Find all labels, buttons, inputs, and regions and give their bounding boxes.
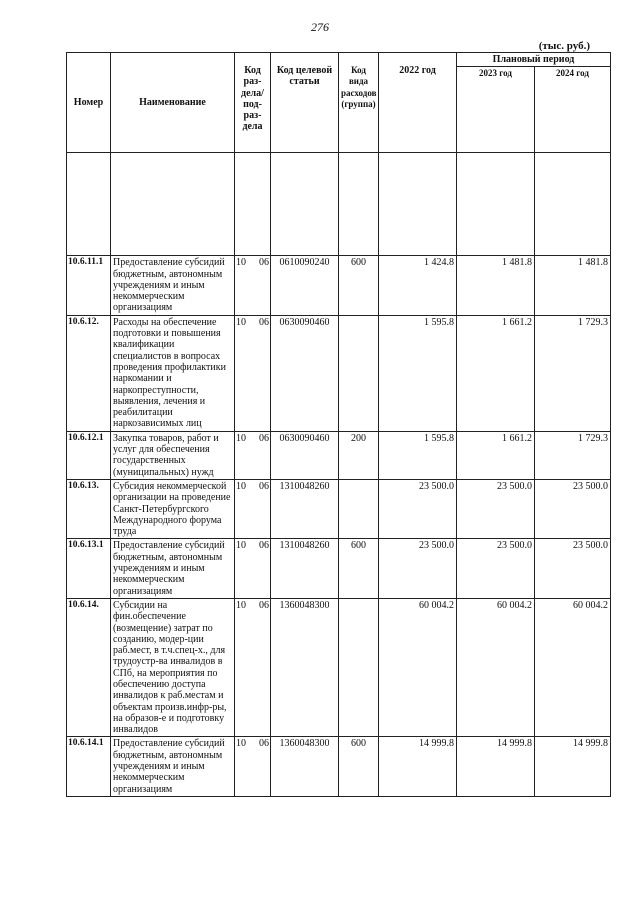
table-row <box>67 539 611 598</box>
row-2022: 23 500.0 <box>379 479 457 538</box>
row-number: 10.6.14. <box>67 598 111 737</box>
row-number: 10.6.13.1 <box>67 539 111 598</box>
row-2024: 23 500.0 <box>535 539 611 598</box>
row-target: 1310048260 <box>271 539 339 598</box>
row-section <box>235 539 271 598</box>
page-number: 276 <box>311 20 329 34</box>
row-subsection-code: 06 <box>259 599 269 611</box>
row-2022: 23 500.0 <box>379 539 457 598</box>
row-subsection-code: 06 <box>259 738 269 750</box>
row-name: Предоставление субсидий бюджетным, автономным учреждениям и иным некоммерческим организациям <box>111 737 235 796</box>
table-row <box>67 479 611 538</box>
row-name: Субсидия некоммерческой организации на проведение Санкт-Петербургского Международного форума труда <box>111 479 235 538</box>
row-2024: 1 481.8 <box>535 256 611 315</box>
row-subsection-code: 06 <box>259 432 269 444</box>
header-name: Наименование <box>111 53 235 153</box>
row-section <box>235 479 271 538</box>
row-2024: 1 729.3 <box>535 431 611 479</box>
row-number: 10.6.12. <box>67 315 111 431</box>
header-2024: 2024 год <box>535 67 611 153</box>
header-2023: 2023 год <box>457 67 535 153</box>
row-expense: 600 <box>339 539 379 598</box>
row-expense <box>339 315 379 431</box>
row-section-code: 10 <box>236 540 246 552</box>
row-number: 10.6.12.1 <box>67 431 111 479</box>
row-subsection-code: 06 <box>259 257 269 269</box>
row-2023: 1 661.2 <box>457 431 535 479</box>
row-number: 10.6.14.1 <box>67 737 111 796</box>
row-2023: 1 481.8 <box>457 256 535 315</box>
budget-table <box>66 52 611 797</box>
row-expense: 600 <box>339 737 379 796</box>
row-number: 10.6.13. <box>67 479 111 538</box>
header-section: Код раз-дела/ под-раз-дела <box>235 53 271 153</box>
row-2023: 23 500.0 <box>457 479 535 538</box>
row-subsection-code: 06 <box>259 316 269 328</box>
row-section-code: 10 <box>236 738 246 750</box>
row-subsection-code: 06 <box>259 480 269 492</box>
header-num: Номер <box>67 53 111 153</box>
row-section-code: 10 <box>236 480 246 492</box>
row-2024: 14 999.8 <box>535 737 611 796</box>
row-name: Расходы на обеспечение подготовки и повышения квалификации специалистов в вопросах проведения профилактики наркомании и наркопреступности, выявления, лечения и реабилитации наркозависимых лиц <box>111 315 235 431</box>
table-body <box>67 153 611 797</box>
table-row <box>67 256 611 315</box>
header-2022: 2022 год <box>379 53 457 153</box>
row-section <box>235 256 271 315</box>
row-2023: 14 999.8 <box>457 737 535 796</box>
row-expense: 600 <box>339 256 379 315</box>
row-name: Субсидии на фин.обеспечение (возмещение) затрат по созданию, модер-ции раб.мест, в т.ч.спец-х., для трудоустр-ва инвалидов в СПб, на мероприятия по обеспечению доступа инвалидов к раб.местам и объектам произв.инфр-ры, на образов-е и подготовку инвалидов <box>111 598 235 737</box>
row-2022: 1 595.8 <box>379 431 457 479</box>
row-section <box>235 315 271 431</box>
table-row <box>67 737 611 796</box>
row-target: 1310048260 <box>271 479 339 538</box>
table-row <box>67 315 611 431</box>
table-row <box>67 598 611 737</box>
row-section <box>235 431 271 479</box>
header-planned: Плановый период <box>457 53 611 67</box>
row-expense: 200 <box>339 431 379 479</box>
row-target: 0610090240 <box>271 256 339 315</box>
units-label: (тыс. руб.) <box>538 40 590 52</box>
row-section-code: 10 <box>236 257 246 269</box>
spacer-row <box>67 153 611 256</box>
row-name: Предоставление субсидий бюджетным, автономным учреждениям и иным некоммерческим организациям <box>111 539 235 598</box>
row-section-code: 10 <box>236 599 246 611</box>
row-2024: 60 004.2 <box>535 598 611 737</box>
row-section <box>235 598 271 737</box>
header-expense: Код вида расходов (группа) <box>339 53 379 153</box>
row-target: 1360048300 <box>271 598 339 737</box>
row-section <box>235 737 271 796</box>
row-section-code: 10 <box>236 432 246 444</box>
row-target: 0630090460 <box>271 315 339 431</box>
row-2023: 60 004.2 <box>457 598 535 737</box>
row-2022: 60 004.2 <box>379 598 457 737</box>
row-expense <box>339 479 379 538</box>
row-number: 10.6.11.1 <box>67 256 111 315</box>
row-target: 1360048300 <box>271 737 339 796</box>
row-2023: 23 500.0 <box>457 539 535 598</box>
row-name: Закупка товаров, работ и услуг для обеспечения государственных (муниципальных) нужд <box>111 431 235 479</box>
table-row <box>67 431 611 479</box>
row-2022: 1 595.8 <box>379 315 457 431</box>
row-2022: 14 999.8 <box>379 737 457 796</box>
row-section-code: 10 <box>236 316 246 328</box>
row-target: 0630090460 <box>271 431 339 479</box>
header-target: Код целевой статьи <box>271 53 339 153</box>
row-subsection-code: 06 <box>259 540 269 552</box>
row-2024: 1 729.3 <box>535 315 611 431</box>
row-2023: 1 661.2 <box>457 315 535 431</box>
row-expense <box>339 598 379 737</box>
row-2022: 1 424.8 <box>379 256 457 315</box>
row-name: Предоставление субсидий бюджетным, автономным учреждениям и иным некоммерческим организациям <box>111 256 235 315</box>
row-2024: 23 500.0 <box>535 479 611 538</box>
